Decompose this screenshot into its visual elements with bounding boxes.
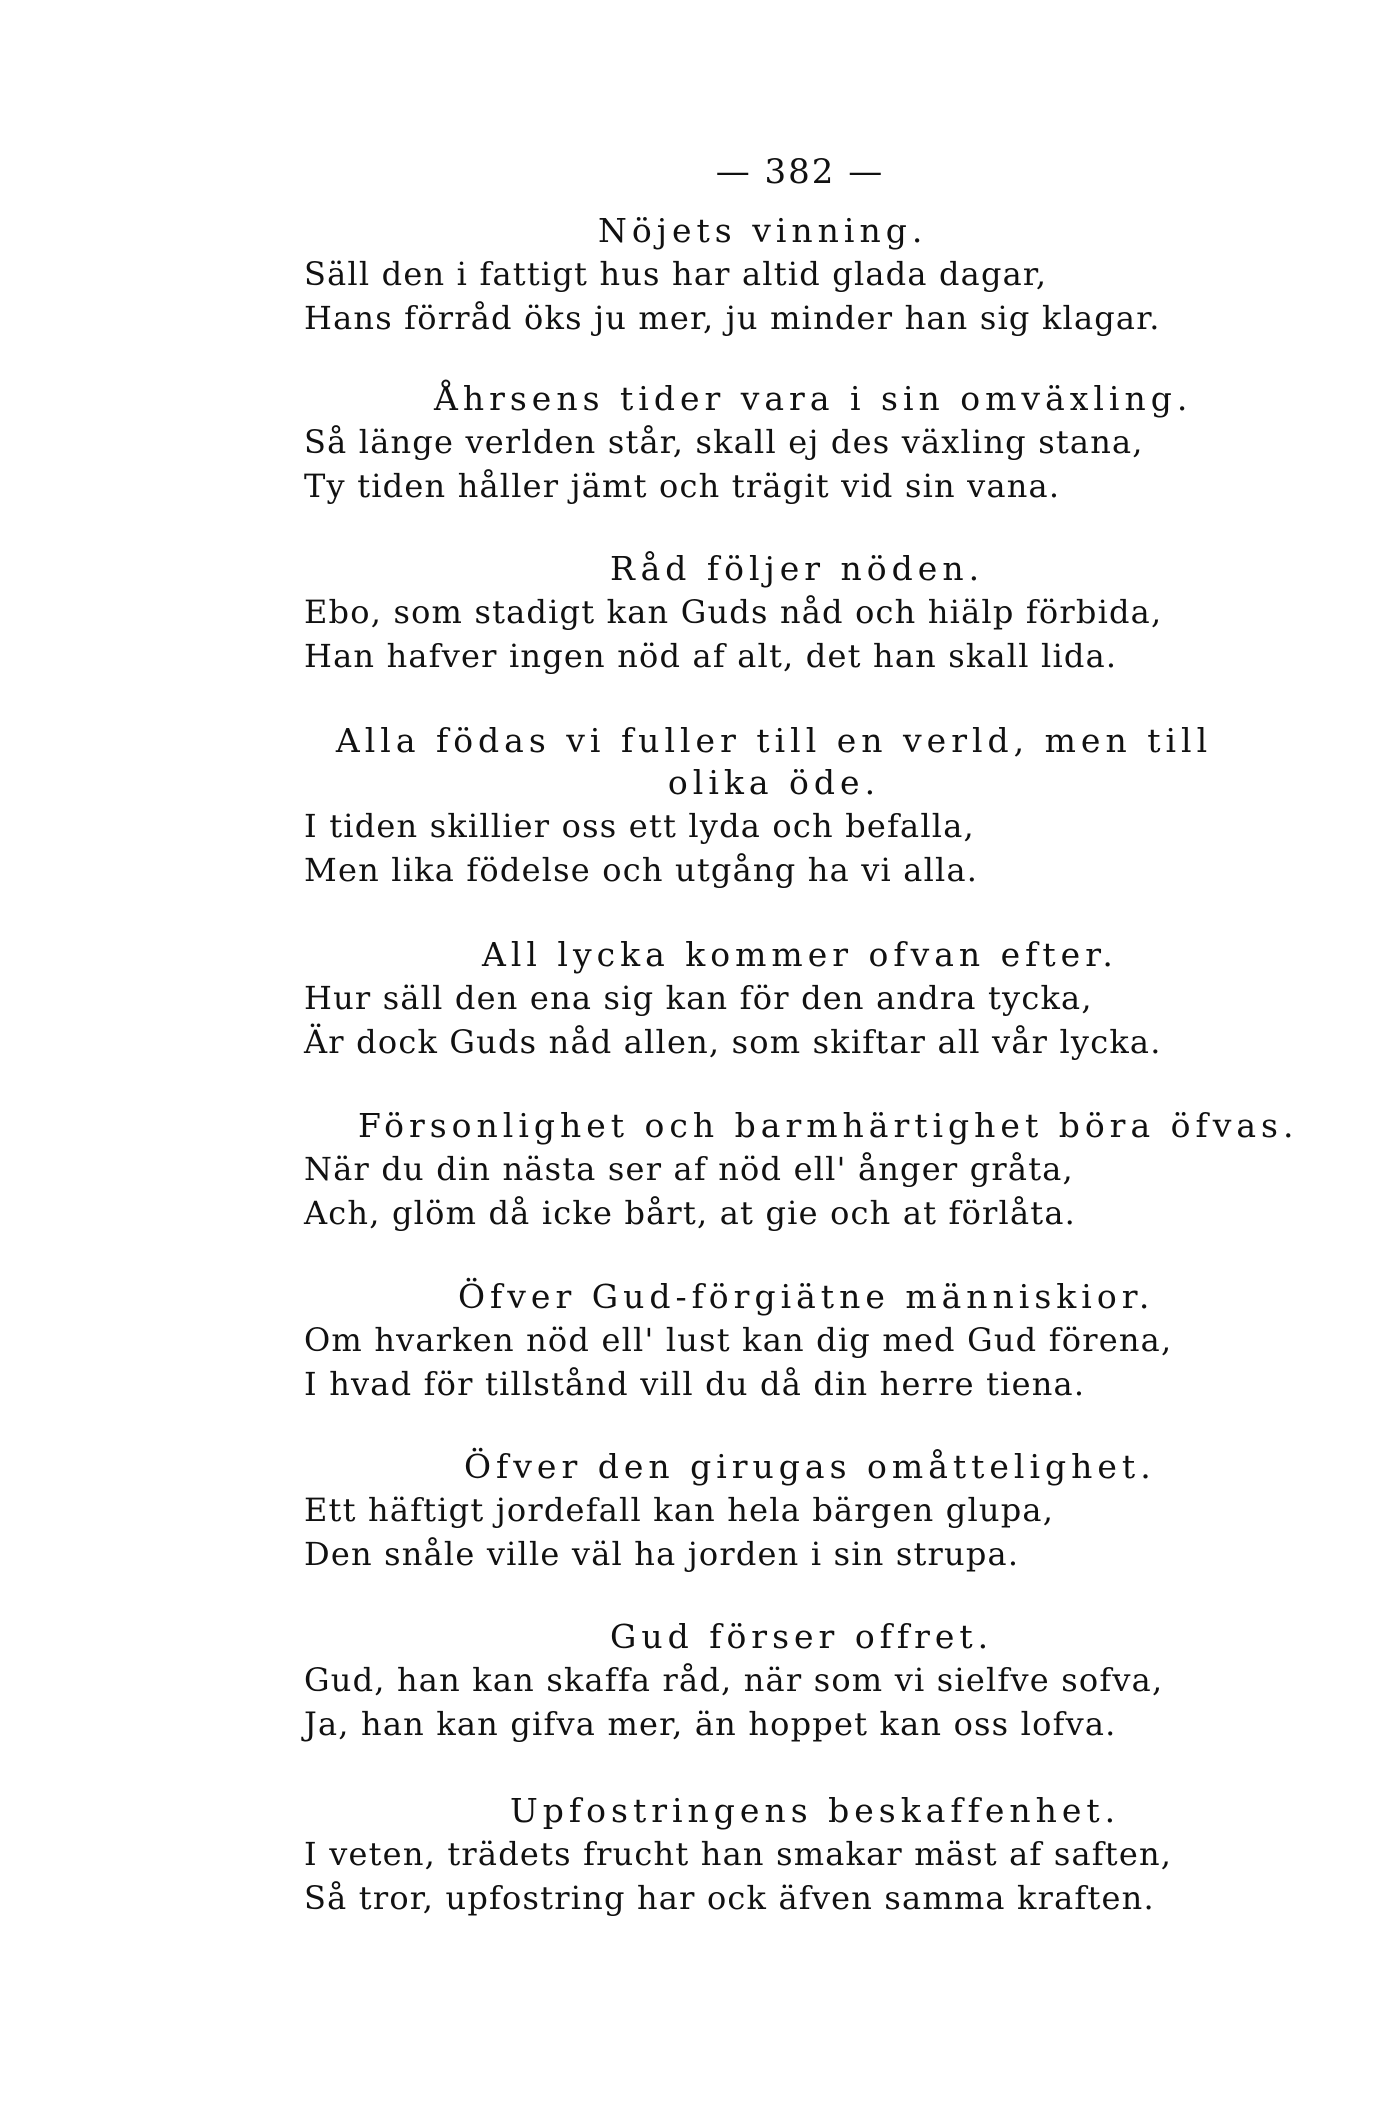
poem-title: Råd följer nöden. (610, 549, 985, 588)
verse-line: Säll den i fattigt hus har altid glada dagar, (304, 255, 1048, 293)
poem-title: Nöjets vinning. (598, 211, 928, 250)
verse-line: I hvad för tillstånd vill du då din herre tiena. (304, 1365, 1086, 1403)
verse-line: I tiden skillier oss ett lyda och befalla, (304, 807, 975, 845)
verse-line: Ach, glöm då icke bårt, at gie och at förlåta. (304, 1194, 1076, 1232)
poem-title: Åhrsens tider vara i sin omväxling. (434, 379, 1193, 418)
verse-line: När du din nästa ser af nöd ell' ånger gråta, (304, 1150, 1074, 1188)
poem-title: Försonlighet och barmhärtighet böra öfvas. (358, 1106, 1299, 1145)
poem-title: Alla födas vi fuller till en verld, men till olika öde. (335, 721, 1213, 802)
poem-title: Gud förser offret. (610, 1617, 994, 1656)
verse-line: Om hvarken nöd ell' lust kan dig med Gud förena, (304, 1321, 1173, 1359)
verse-line: I veten, trädets frucht han smakar mäst af saften, (304, 1835, 1173, 1873)
verse-line: Hur säll den ena sig kan för den andra tycka, (304, 979, 1093, 1017)
verse-line: Ett häftigt jordefall kan hela bärgen glupa, (304, 1491, 1055, 1529)
poem (304, 378, 1204, 508)
poem-title: Upfostringens beskaffenhet. (510, 1791, 1121, 1830)
verse-line: Men lika födelse och utgång ha vi alla. (304, 851, 979, 889)
poem (304, 1276, 1204, 1406)
poem (304, 934, 1204, 1064)
verse-line: Så länge verlden står, skall ej des växling stana, (304, 423, 1144, 461)
poem-title: Öfver Gud-förgiätne människior. (458, 1277, 1155, 1316)
poem-title: All lycka kommer ofvan efter. (482, 935, 1118, 974)
verse-line: Han hafver ingen nöd af alt, det han skall lida. (304, 637, 1118, 675)
verse-line: Ty tiden håller jämt och trägit vid sin vana. (304, 467, 1061, 505)
poem (304, 720, 1213, 892)
verse-line: Så tror, upfostring har ock äfven samma kraften. (304, 1879, 1155, 1917)
page-number: — 382 — (715, 152, 885, 192)
poem (304, 210, 1204, 340)
verse-line: Den snåle ville väl ha jorden i sin strupa. (304, 1535, 1020, 1573)
verse-line: Gud, han kan skaffa råd, när som vi sielfve sofva, (304, 1661, 1164, 1699)
poem (304, 548, 1204, 678)
verse-line: Ebo, som stadigt kan Guds nåd och hiälp förbida, (304, 593, 1163, 631)
verse-line: Ja, han kan gifva mer, än hoppet kan oss lofva. (304, 1705, 1117, 1743)
poem (304, 1790, 1204, 1920)
verse-line: Är dock Guds nåd allen, som skiftar all vår lycka. (304, 1023, 1162, 1061)
poem (304, 1446, 1204, 1576)
poem (304, 1105, 1299, 1235)
poem (304, 1616, 1204, 1746)
poem-title: Öfver den girugas omåttelighet. (464, 1447, 1156, 1486)
verse-line: Hans förråd öks ju mer, ju minder han sig klagar. (304, 299, 1161, 337)
